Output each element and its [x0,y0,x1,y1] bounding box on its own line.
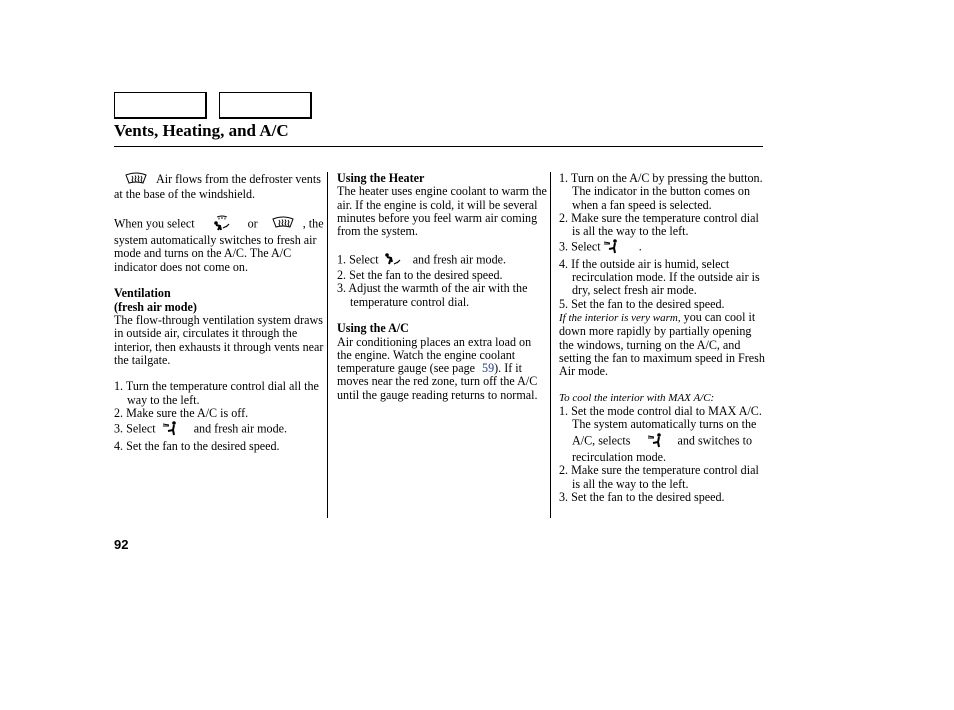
column-3 [559,172,769,504]
face-vent-icon [175,420,182,439]
max-step-3: 3. Set the fan to the desired speed. [559,489,725,504]
ac-text-b: ). If it moves near the red zone, turn off the A/C until the gauge reading returns to normal. [337,361,538,402]
ac-step-3-a: 3. Select [559,239,601,254]
heater-step-1-b: and fresh air mode. [412,252,507,267]
max-step-1-sub [559,418,769,464]
select-paragraph [114,215,324,274]
ac-heading: Using the A/C [337,321,409,336]
page-number: 92 [114,537,129,552]
heater-text: The heater uses engine coolant to warm the air. If the engine is cold, it will be several minutes before you feel warm air coming from the system. [337,184,547,239]
heater-step-3: 3. Adjust the warmth of the air with the temperature control dial. [337,281,528,309]
header-tab-box-1 [114,92,207,119]
vent-step-2: 2. Make sure the A/C is off. [114,406,249,421]
heater-step-1-a: 1. Select [337,252,379,267]
vent-step-1: 1. Turn the temperature control dial all the way to the left. [114,379,319,407]
select-text-a: When you select [114,216,195,231]
heater-heading: Using the Heater [337,171,425,185]
defrost-paragraph [114,172,324,202]
ventilation-heading: Ventilation [114,286,171,301]
column-2 [337,172,547,402]
floor-defrost-icon [210,215,234,234]
vent-step-3-a: 3. Select [114,421,156,436]
heater-step-2: 2. Set the fan to the desired speed. [337,268,503,283]
vent-step-3-b: and fresh air mode. [193,421,288,436]
max-step-1-sub-b: and switches to recirculation mode. [572,433,753,464]
ac-text [337,336,547,402]
warm-text: you can cool it down more rapidly by partially opening the windows, turning on the A/C, and setting the fan to maximum speed in Fresh Air mode. [559,309,765,379]
ac-step-1: 1. Turn on the A/C by pressing the button. The indicator in the button comes on when a fan speed is selected. [559,171,763,212]
max-step-1: 1. Set the mode control dial to MAX A/C. [559,404,762,419]
title-rule [114,146,763,147]
max-step-1-sub-a: The system automatically turns on the A/C, selects [572,417,757,448]
vent-step-3 [114,420,324,439]
column-divider-2 [550,172,551,518]
ventilation-subheading: (fresh air mode) [114,299,197,314]
defrost-icon-2 [271,216,295,232]
defrost-text: Air flows from the defroster vents at the base of the windshield. [114,171,321,202]
page-59-link[interactable]: 59 [482,361,495,376]
warm-italic: If the interior is very warm, [559,311,681,324]
floor-vent-icon [394,252,403,269]
max-ac-heading: To cool the interior with MAX A/C: [559,391,715,404]
ac-step-5: 5. Set the fan to the desired speed. [559,296,725,311]
heater-step-1 [337,252,547,269]
face-vent-icon-2 [616,238,623,257]
header-tab-box-2 [219,92,312,119]
select-text-b: , the system automatically switches to fresh air mode and turns on the A/C. The A/C indicator does not come on. [114,216,324,274]
face-vent-icon-3 [647,432,667,451]
or-text: or [247,216,258,231]
column-1 [114,172,324,453]
warm-paragraph [559,311,769,378]
page-title: Vents, Heating, and A/C [114,121,289,140]
vent-step-4: 4. Set the fan to the desired speed. [114,438,280,453]
ac-step-2: 2. Make sure the temperature control dial is all the way to the left. [559,210,759,239]
ventilation-text: The flow-through ventilation system draws in outside air, circulates it through the interior, then exhausts it through vents near the tailgate. [114,312,324,367]
ac-step-4: 4. If the outside air is humid, select recirculation mode. If the outside air is dry, select fresh air mode. [559,256,760,298]
column-divider-1 [327,172,328,518]
max-step-2: 2. Make sure the temperature control dial is all the way to the left. [559,463,759,491]
ac-text-a: Air conditioning places an extra load on the engine. Watch the engine coolant temperature gauge (see page [337,334,532,376]
ac-step-3 [559,238,769,257]
defrost-icon [124,172,148,188]
ac-step-3-b: . [638,239,642,254]
